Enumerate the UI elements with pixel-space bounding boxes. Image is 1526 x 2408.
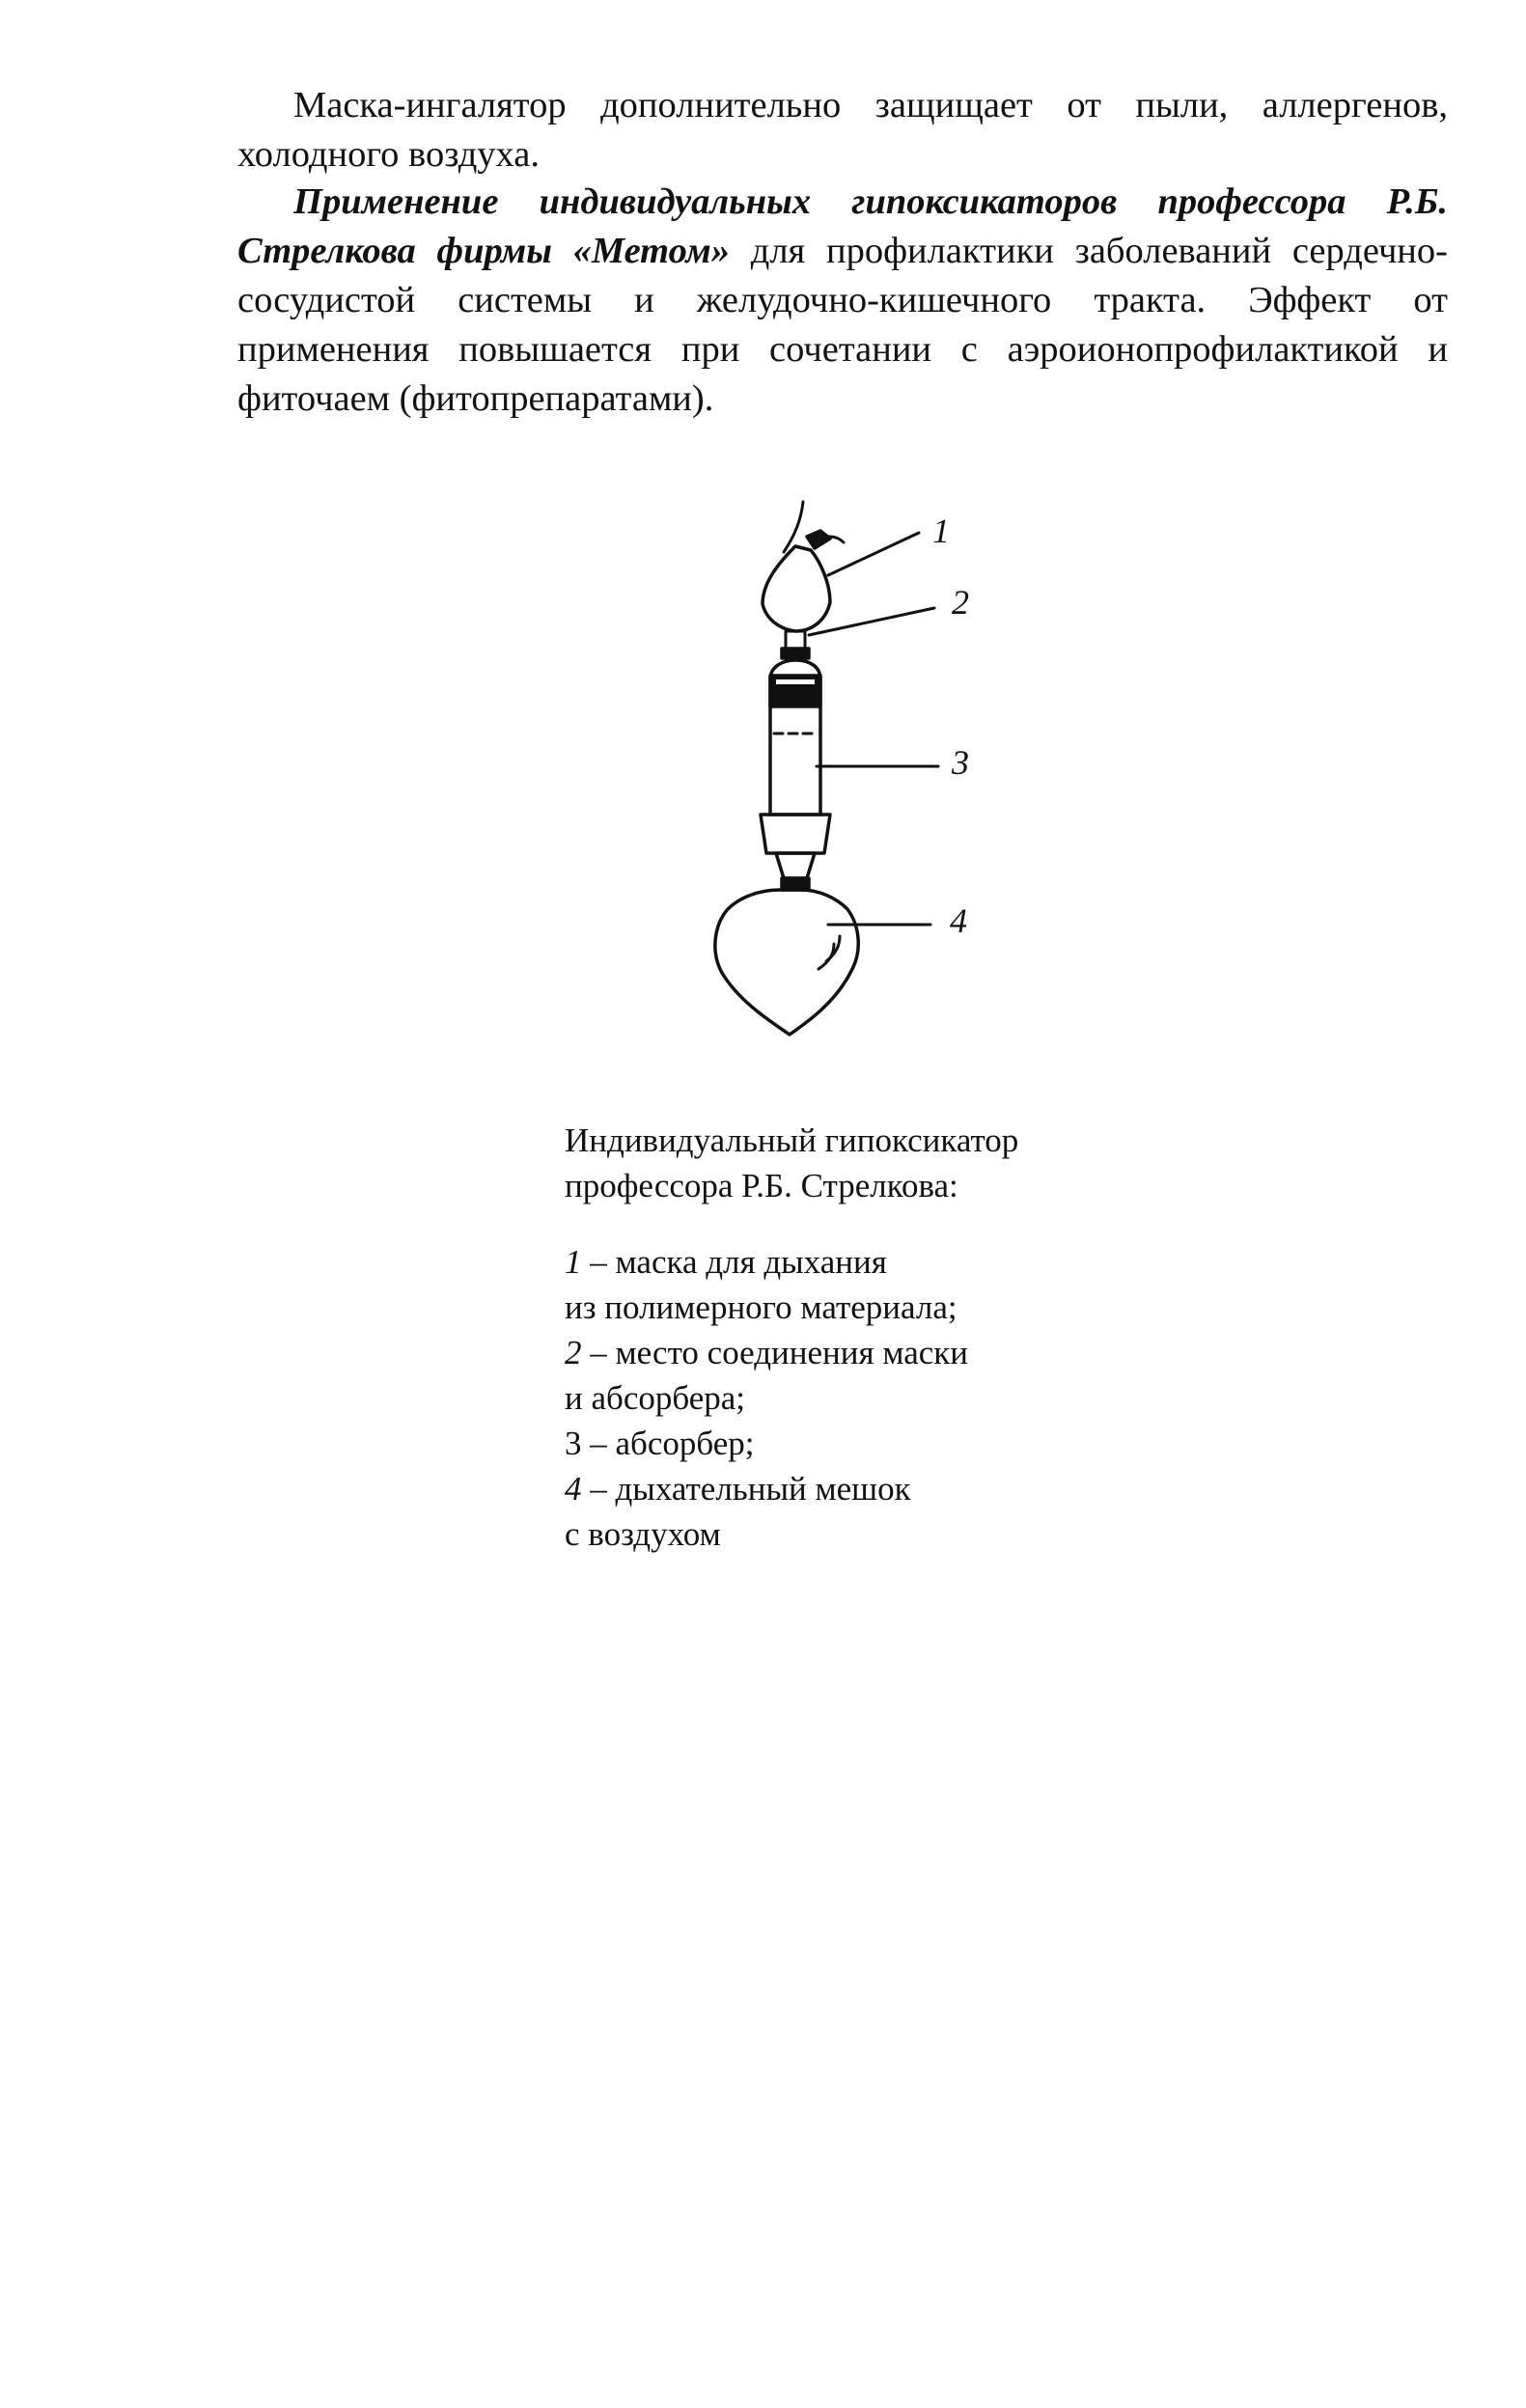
caption-title-line: Индивидуальный гипоксикатор [565,1121,1019,1159]
caption-legend [565,1239,1240,1557]
legend-text: – место соединения маски [581,1334,969,1371]
legend-item-2 [565,1330,1240,1375]
legend-text: – маска для дыхания [581,1243,887,1281]
breathing-mask [763,546,830,631]
absorber-neck [776,853,815,878]
paragraph-mask-inhaler: Маска-ингалятор дополнительно защищает от пыли, аллергенов, холодного воздуха. [237,85,1448,175]
legend-number: 1 [565,1243,582,1281]
hypoxicator-figure [666,500,1013,1040]
legend-text: – дыхательный мешок [581,1470,911,1508]
legend-item-2-continued: и абсорбера; [565,1379,745,1417]
absorber-lower-cap [761,815,830,853]
callout-label-1: 1 [932,512,950,550]
paragraph-rest: для профилактики заболеваний сердечно-сосудистой системы и желудочно-кишечного тракта. Эффект от применения повышается при сочетании с аэроионопрофилактикой и фиточаем (фитопрепаратами). [237,231,1448,419]
legend-number: 2 [565,1334,582,1371]
legend-item-1 [565,1239,1240,1285]
legend-number: 3 [565,1425,582,1462]
paragraph-hypoxicator-usage [237,178,1448,424]
legend-item-1-continued: из полимерного материала; [565,1288,957,1326]
breathing-bag [715,890,858,1035]
legend-item-3 [565,1421,1240,1466]
legend-text: – абсорбер; [581,1425,755,1462]
callout-label-4: 4 [950,901,967,940]
callout-label-2: 2 [952,583,969,622]
figure-caption [565,1118,1240,1557]
bag-collar [782,878,809,890]
caption-title-line: профессора Р.Б. Стрелкова: [565,1167,958,1204]
legend-item-4-continued: с воздухом [565,1515,721,1553]
bag-highlight-inner [818,944,834,969]
face-profile [784,502,803,552]
hypoxicator-drawing [666,500,1013,1040]
legend-number: 4 [565,1470,582,1508]
connector-collar [782,649,809,658]
paragraph-emphasis: Применение индивидуальных гипоксикаторов профессора Р.Б. Стрелкова фирмы «Метом» [237,181,1448,271]
callout-label-3: 3 [952,743,969,782]
caption-title [565,1118,1240,1208]
absorber-top-band-highlight [776,679,815,684]
legend-item-4 [565,1466,1240,1511]
